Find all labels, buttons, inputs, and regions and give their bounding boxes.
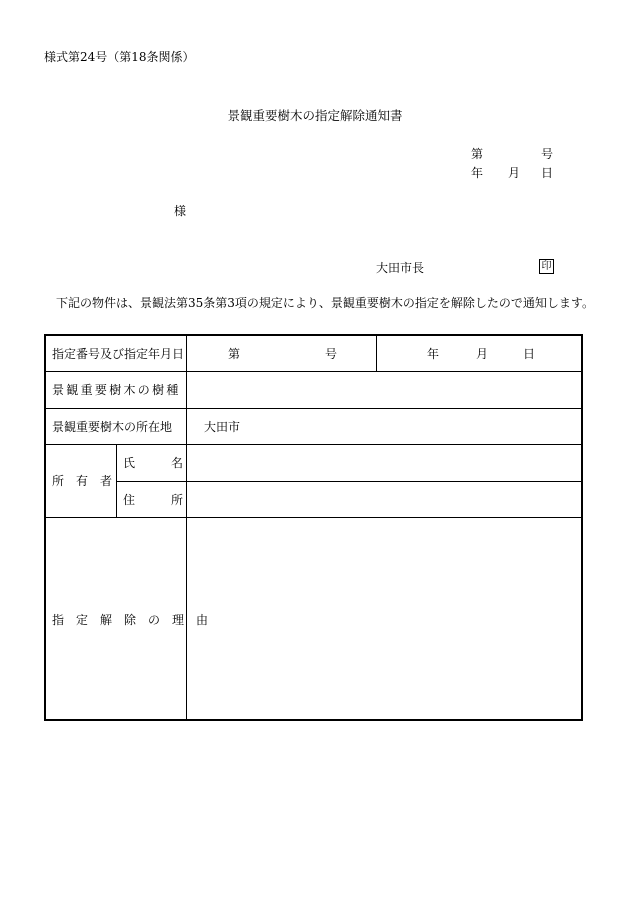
tree-location-label: 景観重要樹木の所在地: [52, 420, 173, 434]
doc-number-suffix: 号: [541, 147, 554, 161]
doc-date-month-label: 月: [508, 166, 521, 180]
cancellation-reason-label: 指 定 解 除 の 理 由: [52, 613, 209, 627]
owner-address-label: 住 所: [123, 493, 184, 507]
designation-day-label: 日: [523, 347, 536, 361]
doc-date-year-label: 年: [471, 166, 484, 180]
intro-text: 下記の物件は、景観法第35条第3項の規定により、景観重要樹木の指定を解除したので通知します。: [56, 296, 594, 310]
addressee-honorific: 様: [174, 204, 187, 218]
seal-stamp: 印: [539, 259, 554, 274]
designation-number-prefix: 第: [228, 347, 241, 361]
form-identifier: 様式第24号（第18条関係）: [44, 50, 195, 64]
owner-name-label: 氏 名: [123, 456, 184, 470]
tree-location-value: 大田市: [204, 420, 241, 434]
designation-year-label: 年: [427, 347, 440, 361]
owner-label: 所 有 者: [52, 474, 113, 488]
tree-species-label: 景観重要樹木の樹種: [52, 383, 181, 397]
designation-number-date-label: 指定番号及び指定年月日: [52, 347, 185, 361]
designation-month-label: 月: [476, 347, 489, 361]
designation-number-suffix: 号: [325, 347, 338, 361]
doc-date-day-label: 日: [541, 166, 554, 180]
designation-cancellation-table: [44, 334, 583, 721]
document-title: 景観重要樹木の指定解除通知書: [227, 108, 403, 123]
issuer-name: 大田市長: [376, 261, 425, 275]
doc-number-prefix: 第: [471, 147, 484, 161]
